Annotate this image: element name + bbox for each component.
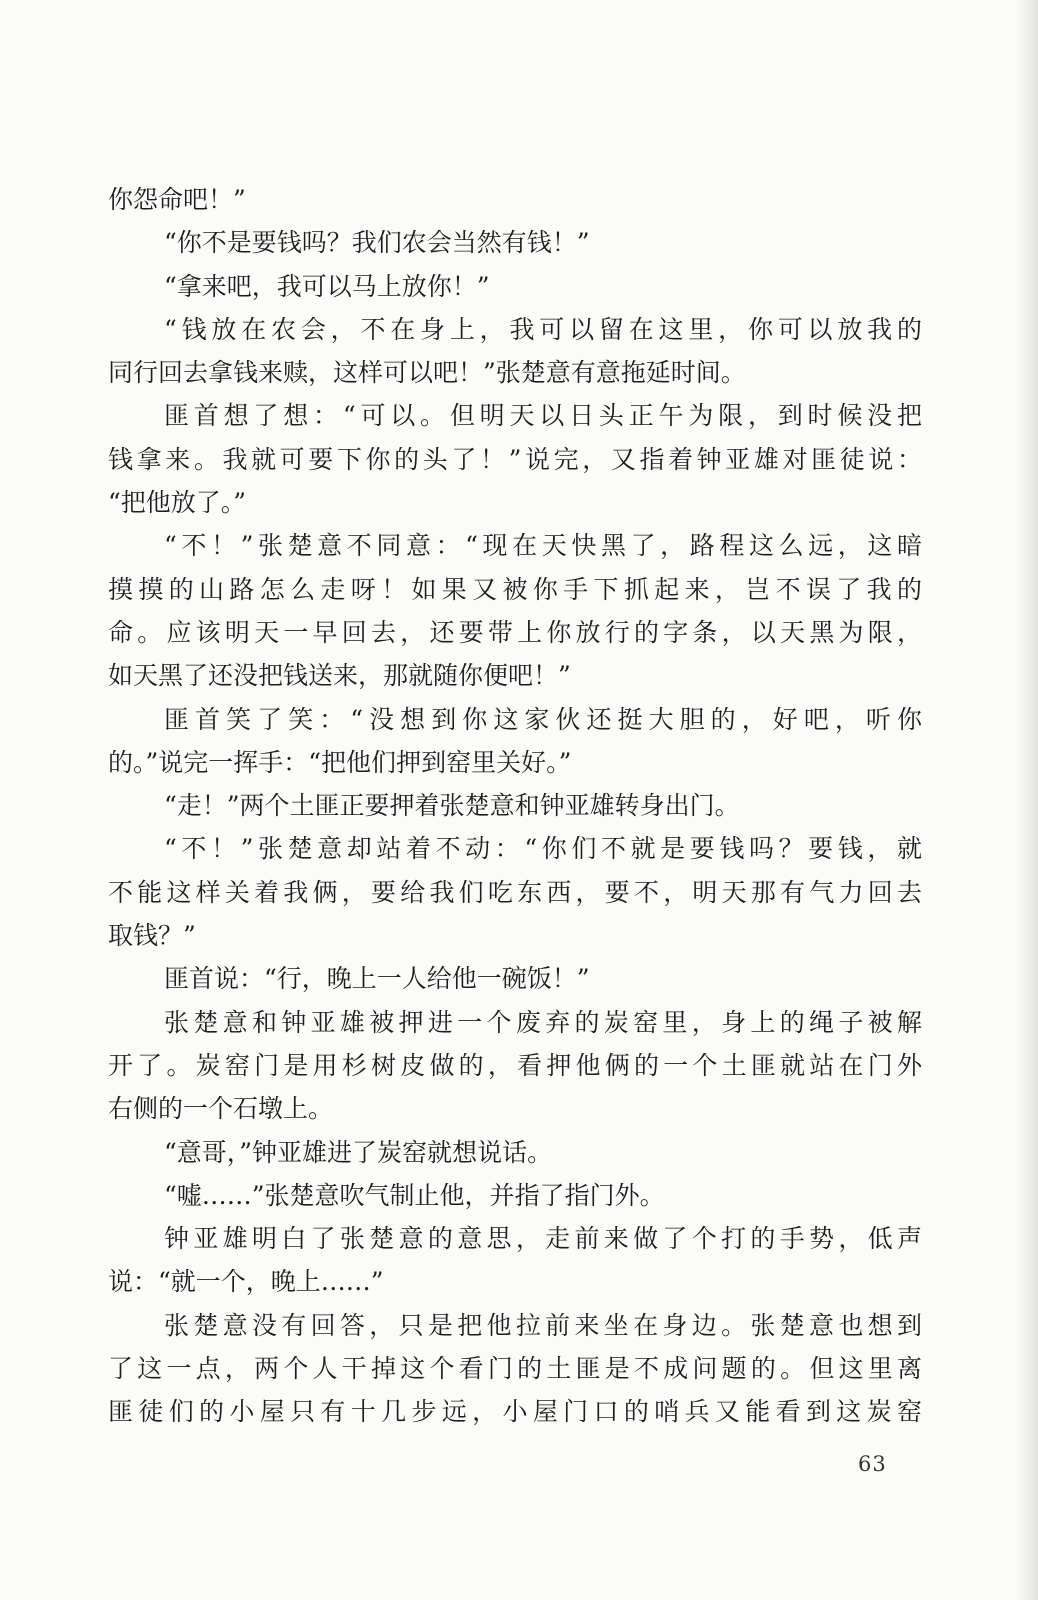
text-line: “嘘……”张楚意吹气制止他，并指了指门外。: [164, 1180, 665, 1210]
text-line: 钱拿来。我就可要下你的头了！”说完，又指着钟亚雄对匪徒说：: [108, 444, 922, 474]
page-edge-shadow: [1016, 0, 1038, 1600]
text-line: 钟亚雄明白了张楚意的意思，走前来做了个打的手势，低声: [164, 1224, 922, 1254]
text-line: 你怨命吧！”: [108, 185, 246, 214]
text-line: 匪徒们的小屋只有十几步远，小屋门口的哨兵又能看到这炭窑: [108, 1397, 922, 1427]
text-line: 匪首笑了笑：“没想到你这家伙还挺大胆的，好吧，听你: [164, 704, 922, 734]
text-line: 匪首想了想：“可以。但明天以日头正午为限，到时候没把: [164, 401, 922, 431]
text-line: “你不是要钱吗？我们农会当然有钱！”: [164, 228, 590, 258]
text-line: 张楚意没有回答，只是把他拉前来坐在身边。张楚意也想到: [164, 1310, 922, 1340]
text-line: 不能这样关着我俩，要给我们吃东西，要不，明天那有气力回去: [108, 877, 922, 907]
text-line: 右侧的一个石墩上。: [108, 1094, 334, 1124]
text-line: “拿来吧，我可以马上放你！”: [164, 271, 490, 301]
body-text: [108, 178, 922, 1434]
text-line: 同行回去拿钱来赎，这样可以吧！”张楚意有意拖延时间。: [108, 358, 746, 388]
text-line: “不！”张楚意却站着不动：“你们不就是要钱吗？要钱，就: [164, 834, 922, 864]
text-line: 如天黑了还没把钱送来，那就随你便吧！”: [108, 661, 571, 691]
text-line: 匪首说：“行，晚上一人给他一碗饭！”: [164, 964, 590, 994]
page-number: 63: [858, 1452, 887, 1476]
text-line: 取钱？”: [108, 921, 196, 951]
text-line: 命。应该明天一早回去，还要带上你放行的字条，以天黑为限，: [108, 617, 922, 647]
text-line: 开了。炭窑门是用杉树皮做的，看押他俩的一个土匪就站在门外: [108, 1050, 922, 1080]
text-line: 了这一点，两个人干掉这个看门的土匪是不成问题的。但这里离: [108, 1354, 922, 1384]
text-line: “不！”张楚意不同意：“现在天快黑了，路程这么远，这暗: [164, 531, 922, 561]
text-line: 说：“就一个，晚上……”: [108, 1267, 384, 1297]
text-line: “走！”两个土匪正要押着张楚意和钟亚雄转身出门。: [164, 791, 740, 821]
text-line: 摸摸的山路怎么走呀！如果又被你手下抓起来，岂不误了我的: [108, 574, 922, 604]
text-line: 张楚意和钟亚雄被押进一个废弃的炭窑里，身上的绳子被解: [164, 1007, 922, 1037]
text-line: “把他放了。”: [108, 488, 247, 518]
text-line: “意哥，”钟亚雄进了炭窑就想说话。: [164, 1137, 553, 1167]
text-line: “钱放在农会，不在身上，我可以留在这里，你可以放我的: [164, 314, 922, 344]
text-line: 的。”说完一挥手：“把他们押到窑里关好。”: [108, 747, 572, 777]
